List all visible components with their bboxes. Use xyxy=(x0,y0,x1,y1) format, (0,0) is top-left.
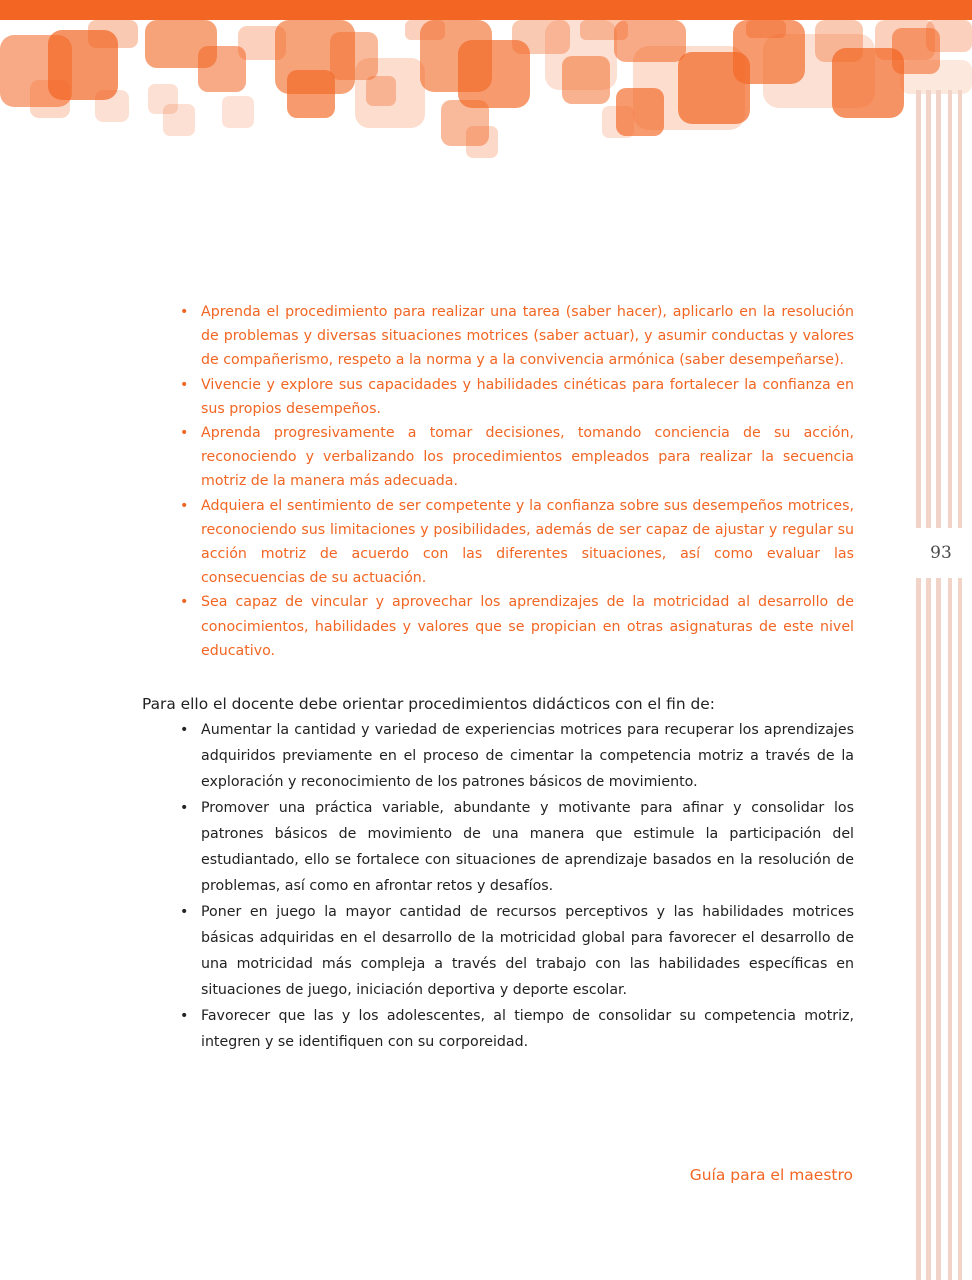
decorative-squares-banner xyxy=(0,20,972,170)
bullet-dot-icon: • xyxy=(180,425,189,442)
bullet-dot-icon: • xyxy=(180,904,189,921)
list-item: • Poner en juego la mayor cantidad de recursos perceptivos y las habilidades motrices básicas adquiridas en el desarrollo de la motricidad global para favorecer el desarrollo de una motricidad más compleja a través del trabajo con las habilidades específicas en situaciones de juego, iniciación deportiva y deporte escolar. xyxy=(142,899,854,1003)
main-content xyxy=(142,300,854,1055)
bullet-dot-icon: • xyxy=(180,594,189,611)
list-item: • Sea capaz de vincular y aprovechar los aprendizajes de la motricidad al desarrollo de conocimientos, habilidades y valores que se propician en otras asignaturas de este nivel educativo. xyxy=(142,590,854,663)
header-bar xyxy=(0,0,972,20)
list-item: • Aprenda el procedimiento para realizar una tarea (saber hacer), aplicarlo en la resolución de problemas y diversas situaciones motrices (saber actuar), y asumir conductas y valores de compañerismo, respeto a la norma y a la convivencia armónica (saber desempeñarse). xyxy=(142,300,854,373)
objectives-list xyxy=(142,300,854,663)
bullet-dot-icon: • xyxy=(180,1008,189,1025)
list-item: • Aumentar la cantidad y variedad de experiencias motrices para recuperar los aprendizajes adquiridos previamente en el proceso de cimentar la competencia motriz a través de la exploración y reconocimiento de los patrones básicos de movimiento. xyxy=(142,717,854,795)
bullet-dot-icon: • xyxy=(180,497,189,514)
list-item: • Adquiera el sentimiento de ser competente y la confianza sobre sus desempeños motrices, reconociendo sus limitaciones y posibilidades, además de ser capaz de ajustar y regular su acción motriz de acuerdo con las diferentes situaciones, así como evaluar las consecuencias de su actuación. xyxy=(142,494,854,591)
list-item: • Promover una práctica variable, abundante y motivante para afinar y consolidar los patrones básicos de movimiento de una manera que estimule la participación del estudiantado, ello se fortalece con situaciones de aprendizaje basados en la resolución de problemas, así como en afrontar retos y desafíos. xyxy=(142,795,854,899)
bullet-dot-icon: • xyxy=(180,304,189,320)
footer-title: Guía para el maestro xyxy=(689,1166,853,1184)
list-item: • Vivencie y explore sus capacidades y habilidades cinéticas para fortalecer la confianza en sus propios desempeños. xyxy=(142,373,854,421)
intro-paragraph: Para ello el docente debe orientar procedimientos didácticos con el fin de: xyxy=(142,695,715,714)
list-item: • Favorecer que las y los adolescentes, al tiempo de consolidar su competencia motriz, integren y se identifiquen con su corporeidad. xyxy=(142,1003,854,1055)
actions-list xyxy=(142,717,854,1055)
list-item: • Aprenda progresivamente a tomar decisiones, tomando conciencia de su acción, reconociendo y verbalizando los procedimientos empleados para realizar la secuencia motriz de la manera más adecuada. xyxy=(142,421,854,494)
bullet-dot-icon: • xyxy=(180,800,189,817)
margin-stripes xyxy=(910,0,972,1280)
bullet-dot-icon: • xyxy=(180,376,189,393)
bullet-dot-icon: • xyxy=(180,722,189,739)
page-number: 93 xyxy=(910,528,972,578)
